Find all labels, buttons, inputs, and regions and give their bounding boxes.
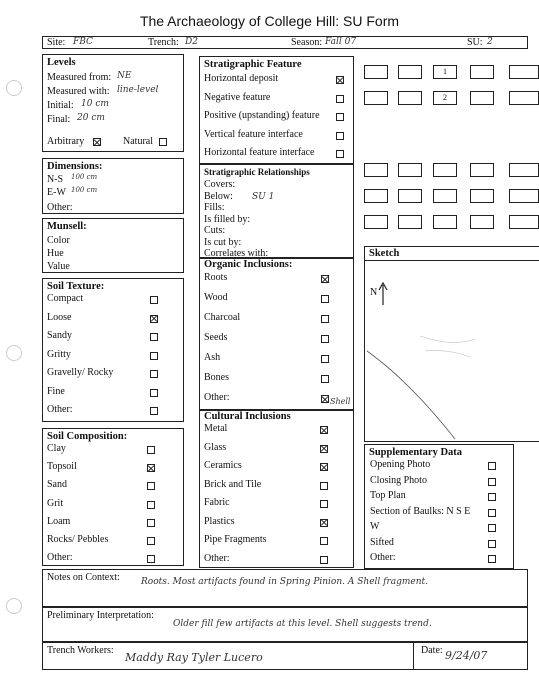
supplementary-checkbox-2[interactable] xyxy=(488,493,496,501)
notes-label: Notes on Context: xyxy=(47,572,120,583)
strat-relationships-box xyxy=(199,164,354,258)
supplementary-label-0: Opening Photo xyxy=(370,459,431,470)
matrix-cell-r4-c3[interactable] xyxy=(470,189,494,203)
strat-rel-label-1: Below: xyxy=(204,190,233,202)
soil-texture-checkbox-4[interactable] xyxy=(150,370,158,378)
season-label: Season: xyxy=(291,37,323,48)
cultural-label-0: Metal xyxy=(204,423,228,434)
soil-composition-label-2: Sand xyxy=(47,479,67,491)
levels-box xyxy=(42,54,184,152)
soil-composition-label-4: Loam xyxy=(47,515,71,527)
matrix-cell-r3-c1[interactable] xyxy=(398,215,422,229)
dimensions-other-label: Other: xyxy=(47,202,73,213)
matrix-cell-r1-c0[interactable] xyxy=(364,91,388,105)
cultural-checkbox-5[interactable] xyxy=(320,519,328,527)
cultural-label-5: Plastics xyxy=(204,515,235,527)
matrix-cell-r0-c4[interactable] xyxy=(509,65,539,79)
matrix-cell-r1-c4[interactable] xyxy=(509,91,539,105)
ns-label: N-S xyxy=(47,174,64,185)
arbitrary-label: Arbitrary xyxy=(47,136,85,147)
date-value[interactable]: 9/24/07 xyxy=(445,649,488,662)
date-label: Date: xyxy=(421,645,443,656)
cultural-box xyxy=(199,410,354,568)
ns-value[interactable]: 100 cm xyxy=(71,173,98,181)
strat-feature-checkbox-0[interactable] xyxy=(336,76,344,84)
strat-rel-label-6: Correlates with: xyxy=(204,248,269,259)
soil-composition-label-5: Rocks/ Pebbles xyxy=(47,534,109,545)
soil-texture-checkbox-0[interactable] xyxy=(150,296,158,304)
soil-composition-checkbox-2[interactable] xyxy=(147,482,155,490)
north-label: N xyxy=(370,287,378,298)
supplementary-label-3: Section of Baulks: N S E xyxy=(370,505,471,517)
soil-composition-box xyxy=(42,428,184,566)
strat-feature-checkbox-2[interactable] xyxy=(336,113,344,121)
soil-texture-checkbox-6[interactable] xyxy=(150,407,158,415)
supplementary-checkbox-0[interactable] xyxy=(488,462,496,470)
strat-feature-label-0: Horizontal deposit xyxy=(204,73,279,84)
arbitrary-checkbox[interactable] xyxy=(93,138,101,146)
organic-checkbox-5[interactable] xyxy=(321,375,329,383)
strat-rel-label-5: Is cut by: xyxy=(204,236,242,248)
strat-rel-label-3: Is filled by: xyxy=(204,213,251,225)
soil-composition-label-6: Other: xyxy=(47,552,73,564)
organic-title: Organic Inclusions: xyxy=(204,259,293,270)
soil-composition-checkbox-6[interactable] xyxy=(147,555,155,563)
supplementary-label-6: Other: xyxy=(370,552,396,563)
supplementary-label-2: Top Plan xyxy=(370,490,406,501)
strat-feature-label-4: Horizontal feature interface xyxy=(204,147,315,158)
matrix-cell-r2-c2[interactable] xyxy=(433,163,457,177)
organic-checkbox-6[interactable] xyxy=(321,395,329,403)
organic-box xyxy=(199,258,354,410)
munsell-value-label: Value xyxy=(47,261,70,272)
cultural-checkbox-6[interactable] xyxy=(320,537,328,545)
soil-composition-label-1: Topsoil xyxy=(47,461,77,473)
cultural-label-1: Glass xyxy=(204,441,227,453)
soil-texture-label-4: Gravelly/ Rocky xyxy=(47,367,114,378)
organic-checkbox-0[interactable] xyxy=(321,275,329,283)
organic-label-1: Wood xyxy=(204,292,228,303)
matrix-cell-r3-c0[interactable] xyxy=(364,215,388,229)
soil-composition-checkbox-3[interactable] xyxy=(147,501,155,509)
levels-title: Levels xyxy=(47,57,76,68)
supplementary-label-1: Closing Photo xyxy=(370,474,427,486)
matrix-cell-r0-c0[interactable] xyxy=(364,65,388,79)
measured-with-label: Measured with: xyxy=(47,86,110,97)
ew-value[interactable]: 100 cm xyxy=(71,186,98,194)
strat-feature-label-2: Positive (upstanding) feature xyxy=(204,110,320,121)
supplementary-checkbox-5[interactable] xyxy=(488,540,496,548)
season-value[interactable]: Fall 07 xyxy=(325,37,357,47)
dimensions-title: Dimensions: xyxy=(47,161,103,172)
organic-label-4: Ash xyxy=(204,352,221,363)
trench-label: Trench: xyxy=(148,37,179,48)
final-label: Final: xyxy=(47,114,71,125)
strat-rel-label-2: Fills: xyxy=(204,202,225,213)
soil-texture-label-3: Gritty xyxy=(47,348,71,360)
cultural-label-6: Pipe Fragments xyxy=(204,534,267,545)
strat-feature-box xyxy=(199,56,354,164)
ew-label: E-W xyxy=(47,187,66,198)
matrix-cell-r1-c1[interactable] xyxy=(398,91,422,105)
punch-hole-bottom xyxy=(6,598,22,614)
sketch-box xyxy=(364,246,539,442)
site-value[interactable]: FBC xyxy=(73,37,93,47)
notes-value[interactable]: Roots. Most artifacts found in Spring Pinion. A Shell fragment. xyxy=(141,577,429,587)
interpretation-box xyxy=(42,607,528,642)
matrix-cell-r2-c3[interactable] xyxy=(470,163,494,177)
organic-label-0: Roots xyxy=(204,272,228,283)
strat-rel-label-4: Cuts: xyxy=(204,225,226,236)
natural-label: Natural xyxy=(123,136,153,147)
strat-feature-checkbox-3[interactable] xyxy=(336,132,344,140)
matrix-cell-r0-c2[interactable]: 1 xyxy=(433,65,457,79)
strat-feature-checkbox-4[interactable] xyxy=(336,150,344,158)
matrix-cell-r4-c1[interactable] xyxy=(398,189,422,203)
matrix-cell-r4-c2[interactable] xyxy=(433,189,457,203)
supplementary-checkbox-4[interactable] xyxy=(488,524,496,532)
form-title: The Archaeology of College Hill: SU Form xyxy=(139,13,400,29)
cultural-checkbox-0[interactable] xyxy=(320,426,328,434)
strat-feature-checkbox-1[interactable] xyxy=(336,95,344,103)
soil-composition-label-3: Grit xyxy=(47,497,64,509)
soil-texture-title: Soil Texture: xyxy=(47,281,105,292)
interpretation-value[interactable]: Older fill few artifacts at this level. Shell suggests trend. xyxy=(173,619,432,629)
dimensions-box xyxy=(42,158,184,214)
matrix-cell-r1-c2[interactable]: 2 xyxy=(433,91,457,105)
soil-texture-checkbox-5[interactable] xyxy=(150,389,158,397)
matrix-cell-r0-c1[interactable] xyxy=(398,65,422,79)
punch-hole-mid xyxy=(6,345,22,361)
supplementary-label-5: Sifted xyxy=(370,536,394,548)
cultural-checkbox-1[interactable] xyxy=(320,445,328,453)
organic-label-6: Other: xyxy=(204,392,230,403)
matrix-cell-r4-c0[interactable] xyxy=(364,189,388,203)
workers-box xyxy=(42,642,528,670)
cultural-checkbox-4[interactable] xyxy=(320,500,328,508)
cultural-label-4: Fabric xyxy=(204,497,230,508)
organic-other-value[interactable]: Shell xyxy=(330,397,351,406)
punch-hole-top xyxy=(6,80,22,96)
cultural-title: Cultural Inclusions xyxy=(204,411,291,422)
matrix-cell-r3-c4[interactable] xyxy=(509,215,539,229)
soil-composition-checkbox-0[interactable] xyxy=(147,446,155,454)
notes-box xyxy=(42,569,528,607)
initial-label: Initial: xyxy=(47,100,74,111)
soil-composition-label-0: Clay xyxy=(47,443,66,454)
su-label: SU: xyxy=(467,37,483,48)
workers-label: Trench Workers: xyxy=(47,645,114,656)
supplementary-checkbox-6[interactable] xyxy=(488,555,496,563)
soil-texture-label-6: Other: xyxy=(47,404,73,415)
soil-texture-box xyxy=(42,278,184,422)
organic-label-2: Charcoal xyxy=(204,312,241,323)
site-label: Site: xyxy=(47,37,66,48)
cultural-label-7: Other: xyxy=(204,552,230,564)
soil-texture-label-2: Sandy xyxy=(47,330,72,341)
measured-from-value[interactable]: NE xyxy=(117,71,132,81)
su-value[interactable]: 2 xyxy=(487,37,493,47)
cultural-label-2: Ceramics xyxy=(204,460,242,471)
cultural-checkbox-2[interactable] xyxy=(320,463,328,471)
soil-texture-checkbox-1[interactable] xyxy=(150,315,158,323)
interpretation-label: Preliminary Interpretation: xyxy=(47,610,154,621)
cultural-checkbox-7[interactable] xyxy=(320,556,328,564)
workers-value[interactable]: Maddy Ray Tyler Lucero xyxy=(125,651,263,664)
measured-from-label: Measured from: xyxy=(47,72,112,83)
supplementary-checkbox-1[interactable] xyxy=(488,478,496,486)
strat-feature-title: Stratigraphic Feature xyxy=(204,59,302,70)
munsell-hue-label: Hue xyxy=(47,248,64,259)
organic-checkbox-4[interactable] xyxy=(321,355,329,363)
organic-label-3: Seeds xyxy=(204,332,228,343)
soil-texture-label-1: Loose xyxy=(47,311,72,323)
strat-feature-label-1: Negative feature xyxy=(204,91,271,103)
supplementary-checkbox-3[interactable] xyxy=(488,509,496,517)
cultural-label-3: Brick and Tile xyxy=(204,478,262,490)
header-row xyxy=(42,36,528,49)
initial-value[interactable]: 10 cm xyxy=(81,99,109,109)
strat-rel-label-0: Covers: xyxy=(204,179,236,190)
soil-texture-checkbox-3[interactable] xyxy=(150,352,158,360)
organic-checkbox-1[interactable] xyxy=(321,295,329,303)
final-value[interactable]: 20 cm xyxy=(77,113,105,123)
soil-composition-checkbox-1[interactable] xyxy=(147,464,155,472)
matrix-cell-r1-c3[interactable] xyxy=(470,91,494,105)
matrix-cell-r0-c3[interactable] xyxy=(470,65,494,79)
organic-checkbox-2[interactable] xyxy=(321,315,329,323)
supplementary-label-4: W xyxy=(370,521,380,532)
soil-texture-checkbox-2[interactable] xyxy=(150,333,158,341)
natural-checkbox[interactable] xyxy=(159,138,167,146)
organic-label-5: Bones xyxy=(204,372,229,383)
soil-texture-label-0: Compact xyxy=(47,293,84,304)
matrix-cell-r3-c2[interactable] xyxy=(433,215,457,229)
trench-value[interactable]: D2 xyxy=(185,37,198,47)
matrix-cell-r4-c4[interactable] xyxy=(509,189,539,203)
munsell-color-label: Color xyxy=(47,235,70,246)
below-value[interactable]: SU 1 xyxy=(252,192,275,202)
soil-composition-title: Soil Composition: xyxy=(47,431,128,442)
soil-composition-checkbox-5[interactable] xyxy=(147,537,155,545)
cultural-checkbox-3[interactable] xyxy=(320,482,328,490)
soil-composition-checkbox-4[interactable] xyxy=(147,519,155,527)
matrix-cell-r3-c3[interactable] xyxy=(470,215,494,229)
measured-with-value[interactable]: line-level xyxy=(117,85,159,95)
supplementary-title: Supplementary Data xyxy=(369,447,463,458)
sketch-drawing xyxy=(365,261,539,443)
organic-checkbox-3[interactable] xyxy=(321,335,329,343)
strat-feature-label-3: Vertical feature interface xyxy=(204,128,303,140)
strat-relationships-title: Stratigraphic Relationships xyxy=(204,167,310,177)
soil-texture-label-5: Fine xyxy=(47,385,65,397)
munsell-box xyxy=(42,218,184,273)
supplementary-box xyxy=(364,444,514,569)
matrix-cell-r2-c4[interactable] xyxy=(509,163,539,177)
matrix-cell-r2-c1[interactable] xyxy=(398,163,422,177)
matrix-cell-r2-c0[interactable] xyxy=(364,163,388,177)
sketch-title: Sketch xyxy=(369,248,400,259)
munsell-title: Munsell: xyxy=(47,221,87,232)
